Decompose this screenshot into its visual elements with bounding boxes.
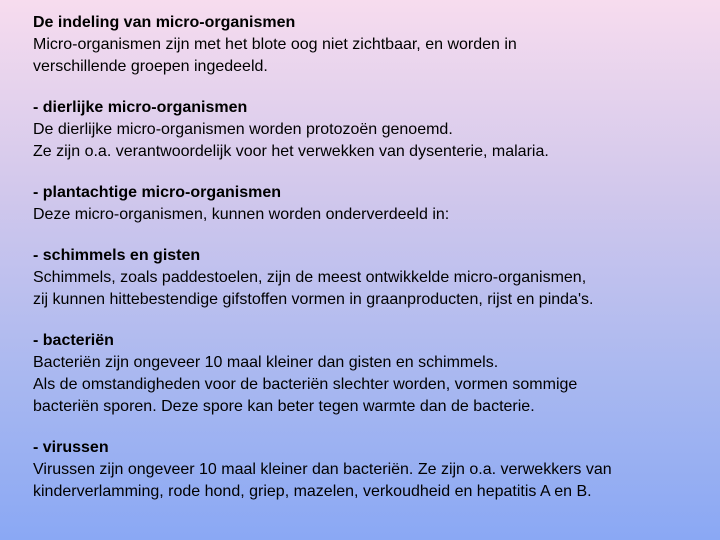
text-line: Ze zijn o.a. verantwoordelijk voor het verwekken van dysenterie, malaria.	[33, 143, 549, 160]
section-intro	[33, 12, 713, 78]
text-line: Virussen zijn ongeveer 10 maal kleiner dan bacteriën. Ze zijn o.a. verwekkers van	[33, 461, 612, 478]
section-heading: ‑ virussen	[33, 439, 109, 456]
text-line: De dierlijke micro‑organismen worden protozoën genoemd.	[33, 121, 453, 138]
section-heading: - bacteriën	[33, 332, 114, 349]
text-line: Als de omstandigheden voor de bacteriën slechter worden, vormen sommige	[33, 376, 578, 393]
section-virussen	[33, 437, 713, 503]
slide-content	[33, 12, 713, 503]
section-heading: ‑ dierlijke micro‑organismen	[33, 99, 248, 116]
text-line: zij kunnen hittebestendige gifstoffen vormen in graanproducten, rijst en pinda's.	[33, 291, 594, 308]
text-line: Schimmels, zoals paddestoelen, zijn de meest ontwikkelde micro‑organismen,	[33, 269, 587, 286]
section-heading: ‑ plantachtige micro‑organismen	[33, 184, 282, 201]
section-schimmels	[33, 245, 713, 311]
text-line: Deze micro‑organismen, kunnen worden onderverdeeld in:	[33, 206, 450, 223]
text-line: bacteriën sporen. Deze spore kan beter tegen warmte dan de bacterie.	[33, 398, 535, 415]
text-line: Bacteriën zijn ongeveer 10 maal kleiner dan gisten en schimmels.	[33, 354, 499, 371]
text-line: kinderverlamming, rode hond, griep, mazelen, verkoudheid en hepatitis A en B.	[33, 483, 592, 500]
section-dierlijke	[33, 97, 713, 163]
text-line: Micro‑organismen zijn met het blote oog niet zichtbaar, en worden in	[33, 36, 517, 53]
section-bacterien	[33, 330, 713, 418]
section-plantachtige	[33, 182, 713, 226]
section-heading: ‑ schimmels en gisten	[33, 247, 201, 264]
section-heading: De indeling van micro‑organismen	[33, 14, 296, 31]
text-line: verschillende groepen ingedeeld.	[33, 58, 268, 75]
